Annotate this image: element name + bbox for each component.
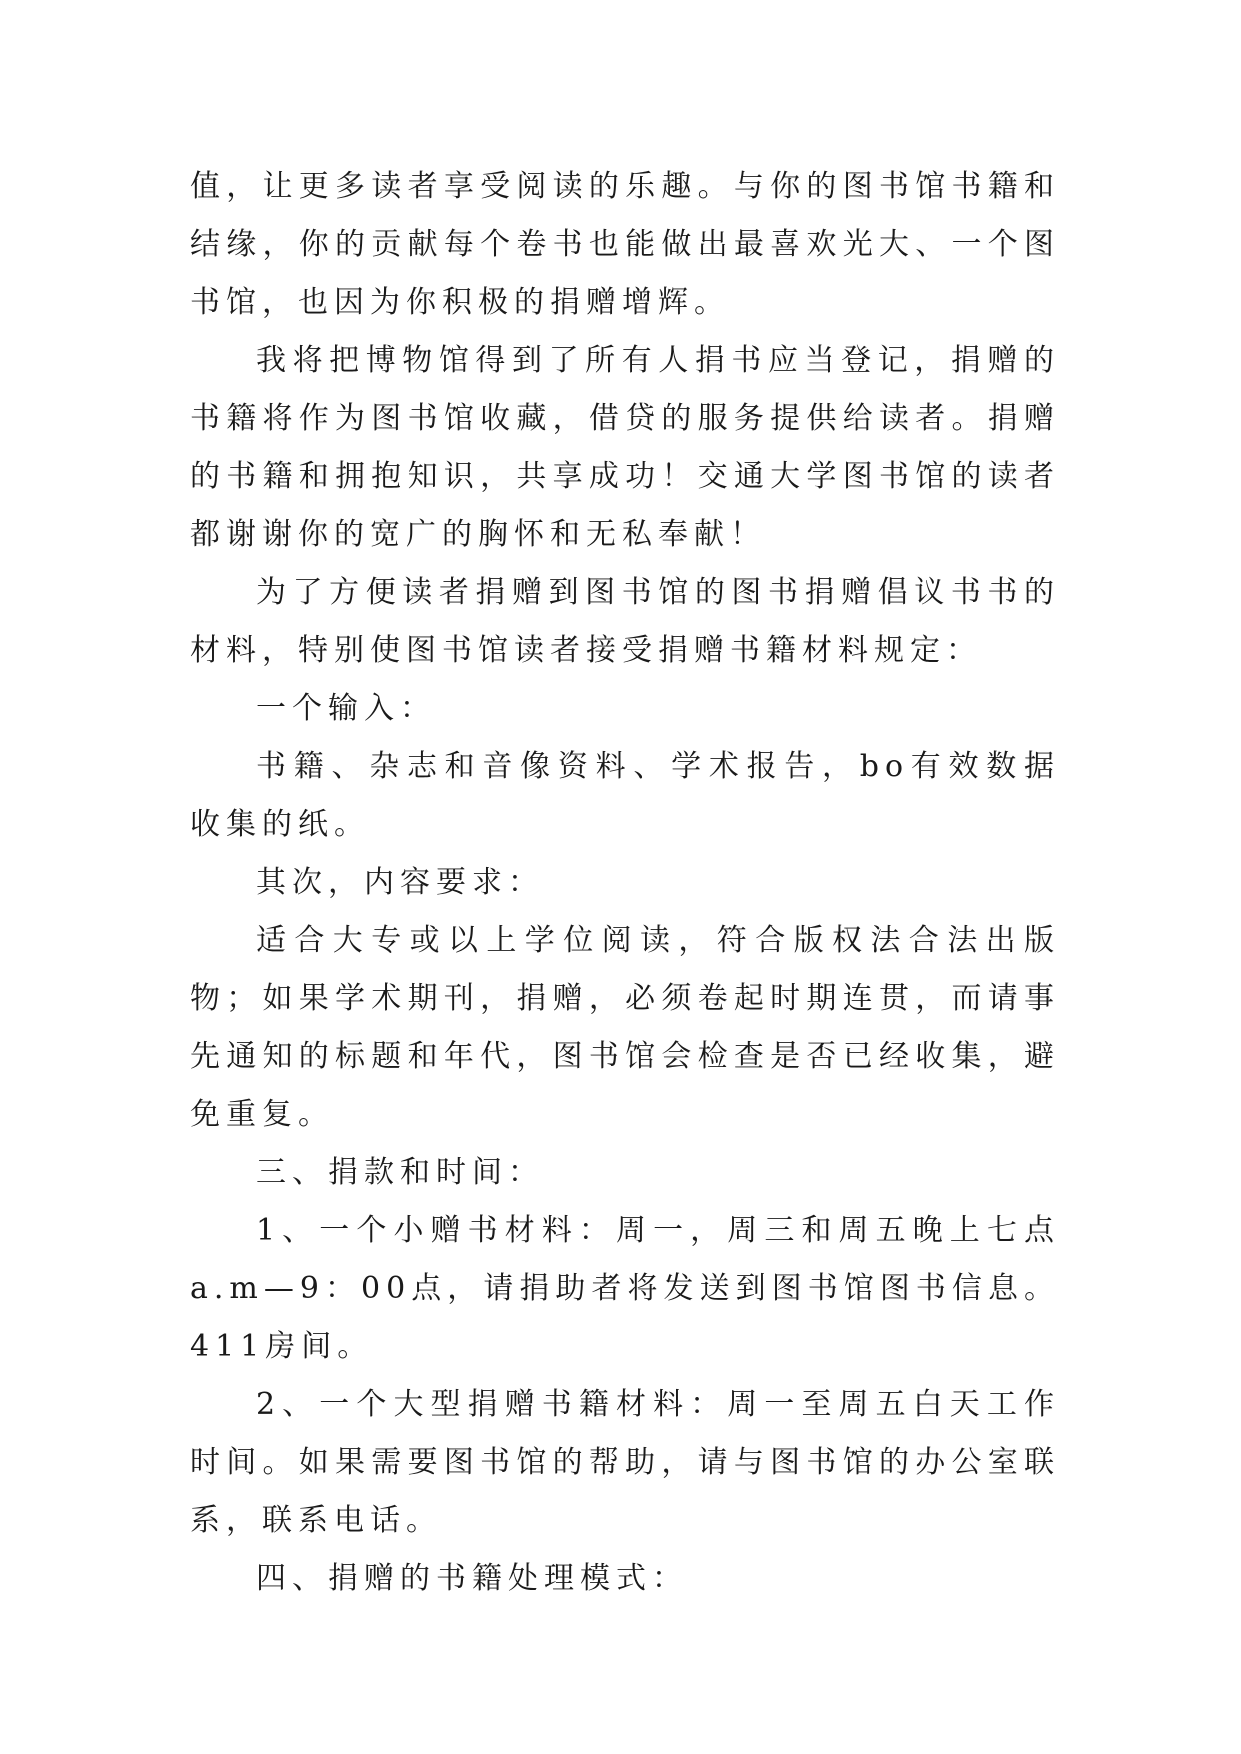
heading-input: 一个输入：: [256, 691, 436, 726]
paragraph-registration: 我将把博物馆得到了所有人捐书应当登记，捐赠的书籍将作为图书馆收藏，借贷的服务提供给读者。捐赠的书籍和拥抱知识，共享成功！交通大学图书馆的读者都谢谢你的宽广的胸怀和无私奉献！: [190, 343, 1060, 552]
heading-donation-time: 三、捐款和时间：: [256, 1155, 544, 1190]
paragraph-continuation: 值，让更多读者享受阅读的乐趣。与你的图书馆书籍和结缘，你的贡献每个卷书也能做出最喜欢光大、一个图书馆，也因为你积极的捐赠增辉。: [190, 169, 1060, 320]
paragraph-large-donation: 2、一个大型捐赠书籍材料：周一至周五白天工作时间。如果需要图书馆的帮助，请与图书馆的办公室联系，联系电话。: [190, 1387, 1060, 1538]
paragraph-small-donation: 1、一个小赠书材料：周一，周三和周五晚上七点a.m—9：00点，请捐助者将发送到图书馆图书信息。411房间。: [190, 1213, 1060, 1364]
document-body: [190, 158, 1060, 1608]
heading-processing-mode: 四、捐赠的书籍处理模式：: [256, 1561, 688, 1596]
paragraph-materials: 书籍、杂志和音像资料、学术报告，bo有效数据收集的纸。: [190, 749, 1060, 842]
heading-content-requirements: 其次，内容要求：: [256, 865, 544, 900]
paragraph-requirements: 适合大专或以上学位阅读，符合版权法合法出版物；如果学术期刊，捐赠，必须卷起时期连贯，而请事先通知的标题和年代，图书馆会检查是否已经收集，避免重复。: [190, 923, 1060, 1132]
paragraph-rules-intro: 为了方便读者捐赠到图书馆的图书捐赠倡议书书的材料，特别使图书馆读者接受捐赠书籍材料规定：: [190, 575, 1060, 668]
